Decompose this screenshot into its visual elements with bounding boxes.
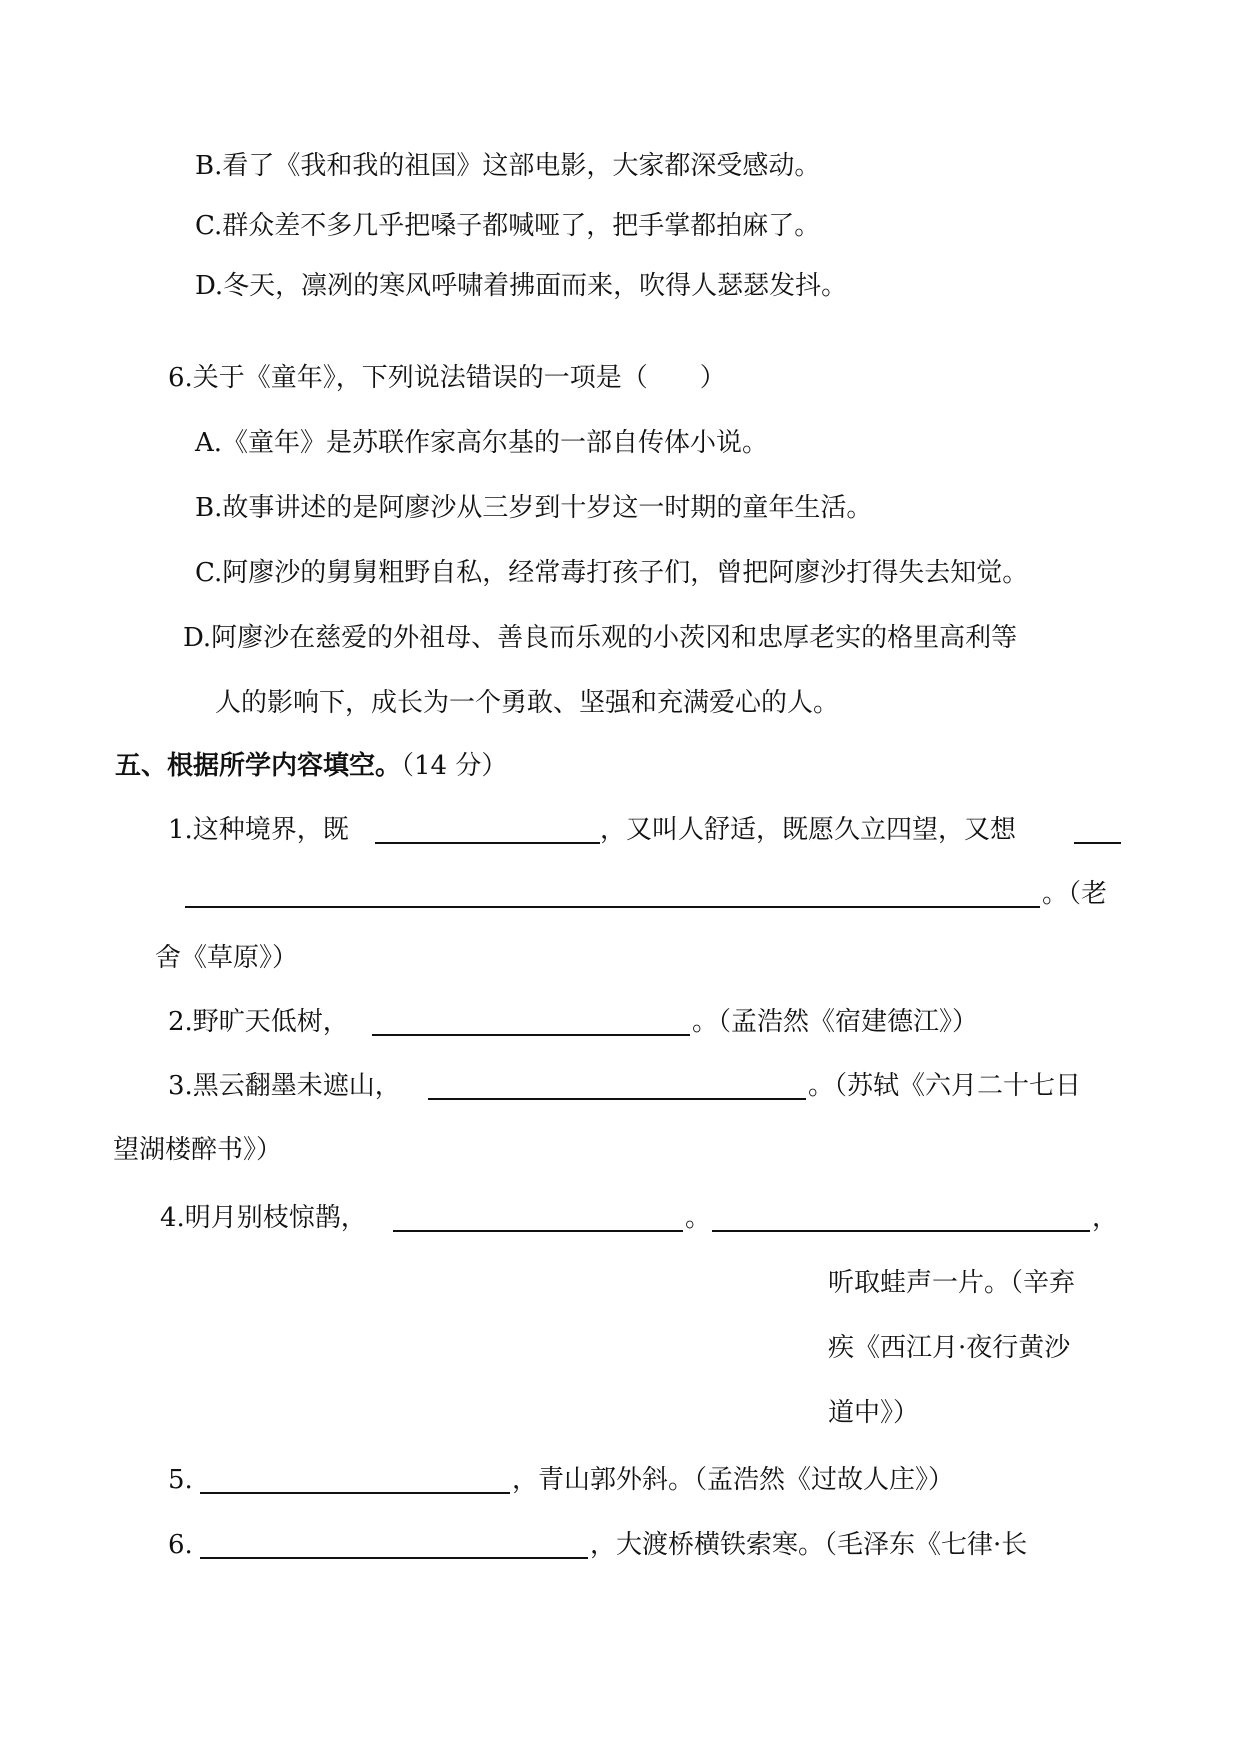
q6-option-a: A.《童年》是苏联作家高尔基的一部自传体小说。 xyxy=(195,428,769,458)
q5-option-d: D.冬天，凛冽的寒风呼啸着拂面而来，吹得人瑟瑟发抖。 xyxy=(195,271,848,301)
item5-text: ，青山郭外斜。（孟浩然《过故人庄》） xyxy=(512,1465,955,1495)
item1-blank-2a[interactable] xyxy=(1074,842,1121,844)
item5-blank[interactable] xyxy=(200,1492,510,1494)
q6-option-b: B.故事讲述的是阿廖沙从三岁到十岁这一时期的童年生活。 xyxy=(195,493,873,523)
item1-blank-1[interactable] xyxy=(375,842,600,844)
q5-option-b: B.看了《我和我的祖国》这部电影，大家都深受感动。 xyxy=(195,151,821,181)
section-5-heading xyxy=(115,748,507,784)
item4-blank-2[interactable] xyxy=(712,1230,1090,1232)
item3-text-b: 。（苏轼《六月二十七日 xyxy=(808,1071,1082,1101)
item3-blank[interactable] xyxy=(428,1098,806,1100)
item2-text-a: 2.野旷天低树， xyxy=(168,1007,349,1037)
item4-blank-1[interactable] xyxy=(393,1230,683,1232)
section-5-score: （14 分） xyxy=(401,751,508,781)
item4-text-a: 4.明月别枝惊鹊， xyxy=(160,1203,367,1233)
item4-text-c: ， xyxy=(1092,1203,1119,1233)
item4-text-b: 。 xyxy=(685,1203,712,1233)
item2-text-b: 。（孟浩然《宿建德江》） xyxy=(692,1007,979,1037)
section-5-title: 五、根据所学内容填空。 xyxy=(115,751,402,781)
q6-option-d-line2: 人的影响下，成长为一个勇敢、坚强和充满爱心的人。 xyxy=(215,688,840,718)
item1-text-a: 1.这种境界，既 xyxy=(168,815,349,845)
item3-text-c: 望湖楼醉书》） xyxy=(113,1135,283,1165)
item3-text-a: 3.黑云翻墨未遮山， xyxy=(168,1071,401,1101)
q6-stem: 6.关于《童年》，下列说法错误的一项是（ ） xyxy=(168,363,726,393)
item1-text-b: ，又叫人舒适，既愿久立四望，又想 xyxy=(600,815,1017,845)
item4-text-d: 听取蛙声一片。（辛弃 xyxy=(828,1268,1076,1298)
item1-source: 舍《草原》） xyxy=(155,943,299,973)
item6-number: 6. xyxy=(168,1530,193,1560)
item1-blank-2b[interactable] xyxy=(185,906,1040,908)
q6-option-c: C.阿廖沙的舅舅粗野自私，经常毒打孩子们，曾把阿廖沙打得失去知觉。 xyxy=(195,558,1029,588)
q5-option-c: C.群众差不多几乎把嗓子都喊哑了，把手掌都拍麻了。 xyxy=(195,211,821,241)
q6-option-d-line1: D.阿廖沙在慈爱的外祖母、善良而乐观的小茨冈和忠厚老实的格里高利等 xyxy=(183,623,1018,653)
item6-blank[interactable] xyxy=(200,1557,588,1559)
item5-number: 5. xyxy=(168,1465,193,1495)
item6-text: ，大渡桥横铁索寒。（毛泽东《七律·长 xyxy=(590,1530,1028,1560)
item4-text-f: 道中》） xyxy=(828,1398,920,1428)
item1-text-c: 。（老 xyxy=(1042,879,1108,909)
item2-blank[interactable] xyxy=(372,1034,690,1036)
item4-text-e: 疾《西江月·夜行黄沙 xyxy=(828,1333,1071,1363)
